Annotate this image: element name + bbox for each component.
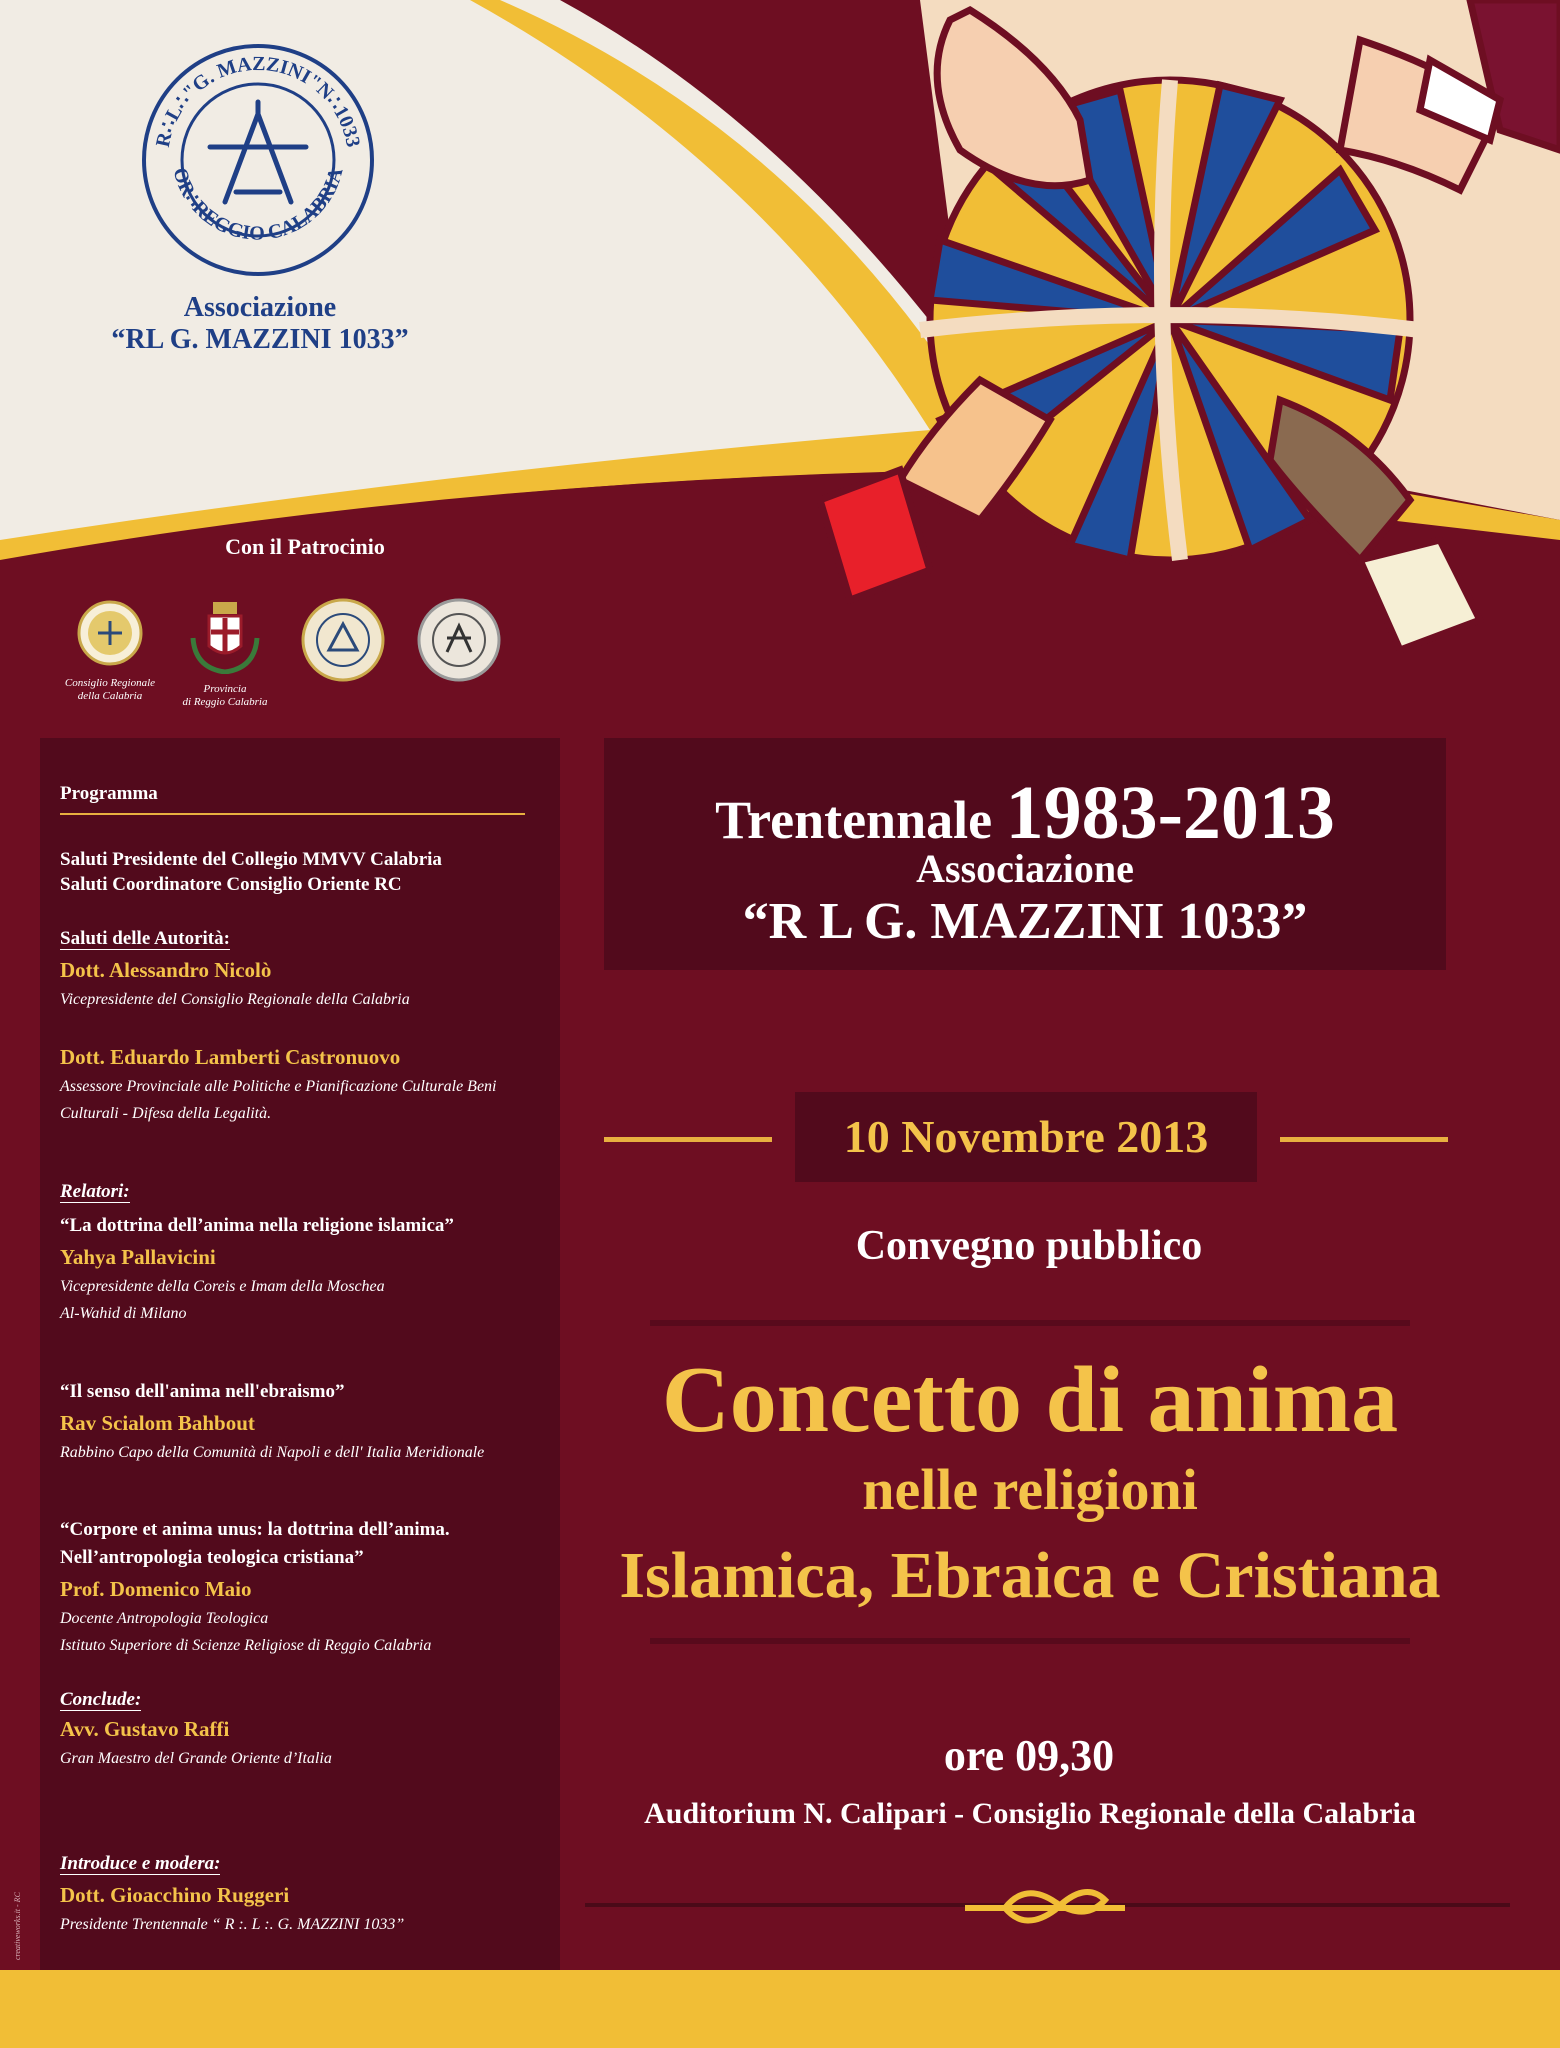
patron-province	[160, 598, 290, 709]
patron-regional-council	[45, 598, 175, 703]
patron-masonic-seal	[278, 598, 408, 687]
talk-1-speaker: Yahya Pallavicini	[60, 1245, 216, 1269]
patron-caption: Consiglio Regionale della Calabria	[64, 677, 156, 702]
anniversary-years: 1983-2013	[1005, 771, 1335, 855]
logo-association-name: “RL G. MAZZINI 1033”	[111, 324, 409, 355]
compass-square-icon	[210, 102, 306, 202]
patron-caption: Provincia di Reggio Calabria	[182, 683, 268, 708]
anniversary-title	[604, 770, 1446, 857]
talk-3-speaker: Prof. Domenico Maio	[60, 1577, 252, 1601]
conclude-speaker: Avv. Gustavo Raffi	[60, 1717, 230, 1741]
province-coat-of-arms-icon	[185, 598, 265, 674]
authority-2-role-line-2: Culturali - Difesa della Legalità.	[60, 1105, 272, 1122]
svg-text:creativeworks.it - RC: creativeworks.it - RC	[13, 1892, 22, 1960]
program-panel	[40, 738, 560, 1970]
regional-council-emblem-icon	[77, 598, 143, 668]
designer-credit	[6, 1880, 26, 1960]
hands-puzzle-illustration	[800, 0, 1560, 700]
talk-3-role-line-1: Docente Antropologia Teologica	[60, 1610, 269, 1627]
moderator-heading: Introduce e modera:	[60, 1853, 221, 1874]
authority-2-name: Dott. Eduardo Lamberti Castronuovo	[60, 1045, 401, 1069]
title-association-name: “R L G. MAZZINI 1033”	[742, 893, 1308, 950]
event-title-line-3: Islamica, Ebraica e Cristiana	[619, 1539, 1441, 1612]
authority-2-role-line-1: Assessore Provinciale alle Politiche e Pianificazione Culturale Beni	[60, 1078, 497, 1095]
bottom-gold-band	[0, 1970, 1560, 2048]
logo-association-label: Associazione	[183, 292, 337, 323]
program-greeting-2: Saluti Coordinatore Consiglio Oriente RC	[60, 874, 402, 895]
svg-text:OR∴REGGIO CALABRIA	[168, 165, 347, 245]
moderator-name: Dott. Gioacchino Ruggeri	[60, 1883, 290, 1907]
speakers-heading: Relatori:	[60, 1181, 130, 1202]
event-type: Convegno pubblico	[855, 1223, 1203, 1269]
patron-grande-oriente	[394, 598, 524, 687]
event-title-line-2: nelle religioni	[862, 1457, 1198, 1522]
talk-1-title: “La dottrina dell’anima nella religione islamica”	[60, 1215, 454, 1236]
title-association-label: Associazione	[916, 846, 1134, 891]
event-date: 10 Novembre 2013	[843, 1111, 1209, 1162]
program-greeting-1: Saluti Presidente del Collegio MMVV Calabria	[60, 849, 442, 870]
authorities-heading: Saluti delle Autorità:	[60, 928, 230, 949]
program-heading: Programma	[60, 783, 158, 804]
shade-band-top	[650, 1320, 1410, 1326]
rope-knot-ornament-icon	[585, 1880, 1510, 1930]
patronage-title: Con il Patrocinio	[225, 534, 385, 559]
talk-2-speaker: Rav Scialom Bahbout	[60, 1411, 255, 1435]
seal-bottom-text: OR∴REGGIO CALABRIA	[168, 165, 348, 245]
moderator-role: Presidente Trentennale “ R :. L :. G. MAZZINI 1033”	[60, 1916, 405, 1933]
authority-1-name: Dott. Alessandro Nicolò	[60, 958, 272, 982]
talk-3-role-line-2: Istituto Superiore di Scienze Religiose di Reggio Calabria	[60, 1637, 432, 1654]
date-rule-right	[1280, 1137, 1448, 1142]
talk-1-role-line-1: Vicepresidente della Coreis e Imam della Moschea	[60, 1278, 385, 1295]
program-heading-rule	[60, 813, 525, 815]
event-title-line-1: Concetto di anima	[661, 1348, 1399, 1452]
shade-band-bottom	[650, 1638, 1410, 1644]
date-rule-left	[604, 1137, 772, 1142]
event-venue: Auditorium N. Calipari - Consiglio Regionale della Calabria	[644, 1797, 1416, 1830]
grande-oriente-seal-icon	[417, 598, 501, 682]
talk-2-title: “Il senso dell'anima nell'ebraismo”	[60, 1381, 345, 1402]
masonic-seal-icon	[301, 598, 385, 682]
association-seal-logo	[140, 42, 376, 278]
talk-3-title-line-2: Nell’antropologia teologica cristiana”	[60, 1547, 364, 1568]
event-time: ore 09,30	[943, 1731, 1115, 1780]
authority-1-role: Vicepresidente del Consiglio Regionale della Calabria	[60, 991, 410, 1008]
talk-1-role-line-2: Al-Wahid di Milano	[60, 1305, 187, 1322]
conclude-role: Gran Maestro del Grande Oriente d’Italia	[60, 1750, 332, 1767]
seal-top-text: R∴L∴"G. MAZZINI"N∴1033	[151, 52, 365, 150]
talk-2-role: Rabbino Capo della Comunità di Napoli e dell' Italia Meridionale	[60, 1444, 485, 1461]
anniversary-word: Trentennale	[715, 790, 993, 850]
talk-3-title-line-1: “Corpore et anima unus: la dottrina dell’anima.	[60, 1519, 450, 1540]
conclude-heading: Conclude:	[60, 1689, 142, 1710]
